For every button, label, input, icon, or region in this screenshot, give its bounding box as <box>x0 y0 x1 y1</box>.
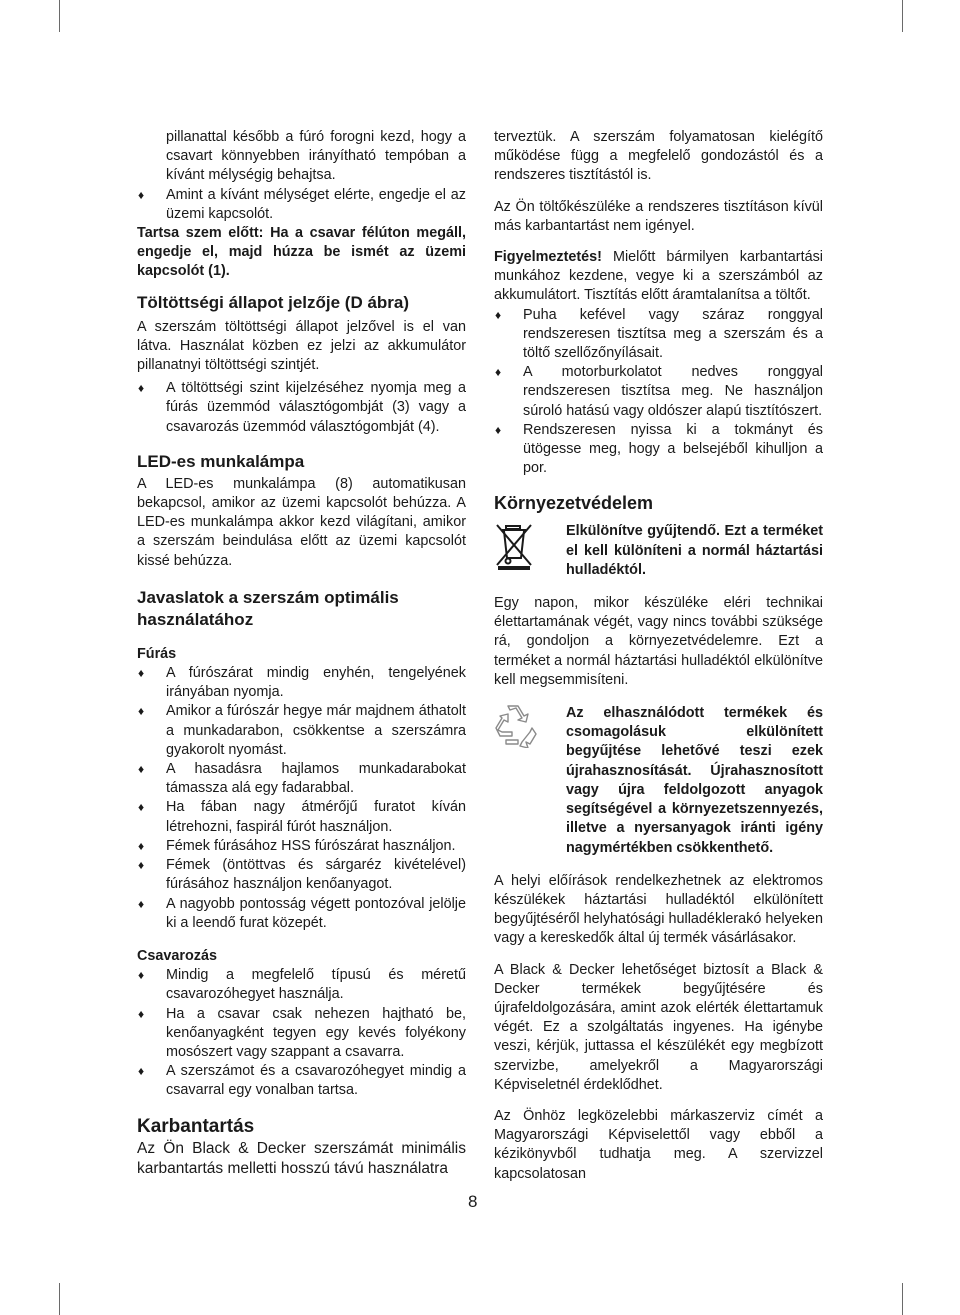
recycle-text: Az elhasználódott termékek és csomagolásuk elkülönített begyűjtése lehetővé teszi ezek újrahasznosítását. Újrahasznosított vagy újra feldolgozott anyagok segítségével a környezetszennyezés, illetve a nyersanyagok iránti igény nagymértékben csökkenthető. <box>566 705 823 856</box>
intro-continuation: pillanattal később a fúró forogni kezd, hogy a csavart könnyebben irányítható tempóban a kívánt mélységig behajtsa. <box>166 129 466 184</box>
crop-mark-bottom-right <box>902 1283 903 1315</box>
environment-heading: Környezetvédelem <box>494 493 654 514</box>
diamond-bullet-icon: ♦ <box>138 858 145 873</box>
list-item <box>137 1005 466 1063</box>
bullet-text: Mindig a megfelelő típusú és méretű csavarozóhegyet használja. <box>166 967 466 1003</box>
crop-mark-top-right <box>902 0 903 32</box>
diamond-bullet-icon: ♦ <box>495 307 502 322</box>
bullet-text: Rendszeresen nyissa ki a tokmányt és ütögesse meg, hogy a belsejéből kihulljon a por. <box>523 421 823 477</box>
bullet-text: Puha kefével vagy száraz ronggyal rendszeresen tisztítsa meg a szerszám és a töltő szellőzőnyílásait. <box>523 306 823 362</box>
cleaning-list <box>494 306 823 479</box>
service-text: Az Önhöz legközelebbi márkaszerviz címét a Magyarországi Képviselettől vagy ebből a kézikönyvből tudhatja meg. A szervizzel kapcsolatosan <box>494 1107 823 1182</box>
led-heading: LED-es munkalámpa <box>137 451 305 471</box>
led-text: A LED-es munkalámpa (8) automatikusan bekapcsol, amikor az üzemi kapcsolót behúzza. A LED-es munkalámpa akkor kezd világítani, amikor a szerszám beindulása előtt az üzemi kapcsolót kissé behúzza. <box>137 475 466 569</box>
list-item <box>137 895 466 933</box>
list-item <box>137 798 466 836</box>
maintenance-text: Az Ön Black & Decker szerszámát minimális karbantartás melletti hosszú távú használatra <box>137 1139 466 1177</box>
weee-block <box>494 522 823 580</box>
list-item <box>137 702 466 760</box>
diamond-bullet-icon: ♦ <box>138 1064 145 1079</box>
bullet-text: Fémek (öntöttvas és sárgaréz kivételével) fúrásához használjon kenőanyagot. <box>166 857 466 893</box>
diamond-bullet-icon: ♦ <box>138 187 145 202</box>
bullet-text: A töltöttségi szint kijelzéséhez nyomja meg a fúrás üzemmód választógombját (3) vagy a csavarozás üzemmód választógombját (4). <box>166 380 466 435</box>
bullet-text: A szerszámot és a csavarozóhegyet mindig a csavarral egy vonalban tartsa. <box>166 1063 466 1099</box>
screwing-heading: Csavarozás <box>137 947 217 964</box>
bullet-text: Ha a csavar csak nehezen hajtható be, kenőanyagként tegyen egy kevés folyékony mosószert vagy szappant a csavarra. <box>166 1005 466 1060</box>
list-item <box>137 966 466 1004</box>
bullet-text: Ha fában nagy átmérőjű furatot kíván létrehozni, faspirál fúrót használjon. <box>166 799 466 835</box>
drilling-list <box>137 664 466 933</box>
tip-text: Tartsa szem előtt: Ha a csavar félúton megáll, engedje el, majd húzza be ismét az üzemi kapcsolót (1). <box>137 225 466 280</box>
list-item <box>137 837 466 856</box>
diamond-bullet-icon: ♦ <box>138 968 145 983</box>
diamond-bullet-icon: ♦ <box>138 896 145 911</box>
right-column <box>494 128 823 1184</box>
bullet-text: A motorburkolatot nedves ronggyal rendszeresen tisztítsa meg. Ne használjon súroló hatású vagy oldószer alapú tisztítószert. <box>523 364 823 419</box>
screwing-list <box>137 966 466 1100</box>
bullet-text: Amikor a fúrószár hegye már majdnem áthatolt a munkadarabon, csökkentse a szerszámra gyakorolt nyomást. <box>166 703 466 758</box>
drilling-heading: Fúrás <box>137 645 177 662</box>
diamond-bullet-icon: ♦ <box>495 422 502 437</box>
maintenance-continuation: terveztük. A szerszám folyamatosan kielégítő működése függ a megfelelő gondozástól és a rendszeres tisztítástól is. <box>494 129 823 184</box>
list-item <box>494 306 823 364</box>
bd-collection-text: A Black & Decker lehetőséget biztosít a Black & Decker termékek begyűjtésére és újrafeldolgozására, amint azok elérték élettartamuk végét. Ez a szolgáltatás ingyenes. Ha igénybe veszi, kérjük, juttassa el készülékét egy megbízott szervizbe, amelyekről a Magyarországi Képviseletnél érdeklődhet. <box>494 961 823 1093</box>
bullet-text: A hasadásra hajlamos munkadarabokat támassza alá egy fadarabbal. <box>166 761 466 797</box>
charge-heading: Töltöttségi állapot jelzője (D ábra) <box>137 292 410 312</box>
diamond-bullet-icon: ♦ <box>138 381 145 396</box>
dispose-text: Egy napon, mikor készüléke eléri technikai élettartamának végét, vagy nincs további szüksége rá, gondoljon a környezetvédelemre. Ezt a terméket a normál háztartási hulladéktól elkülönítve kell megsemmisíteni. <box>494 595 823 688</box>
diamond-bullet-icon: ♦ <box>138 666 145 681</box>
maintenance-heading: Karbantartás <box>137 1115 255 1137</box>
crossed-bin-icon <box>494 522 566 580</box>
warning-paragraph <box>494 248 823 306</box>
crop-mark-bottom-left <box>59 1283 60 1315</box>
diamond-bullet-icon: ♦ <box>138 762 145 777</box>
list-item <box>137 760 466 798</box>
diamond-bullet-icon: ♦ <box>138 838 145 853</box>
left-column <box>137 128 466 1179</box>
list-item <box>137 1062 466 1100</box>
bullet-text: Fémek fúrásához HSS fúrószárat használjon. <box>166 837 456 854</box>
bullet-text: A fúrószárat mindig enyhén, tengelyének irányában nyomja. <box>166 665 466 701</box>
list-item <box>137 664 466 702</box>
list-item <box>137 856 466 894</box>
tips-heading: Javaslatok a szerszám optimális használatához <box>137 587 399 629</box>
diamond-bullet-icon: ♦ <box>138 704 145 719</box>
recycle-icon <box>494 704 566 858</box>
bullet-text: A nagyobb pontosság végett pontozóval jelölje ki a leendő furat közepét. <box>166 895 466 931</box>
warning-text: Mielőtt bármilyen karbantartási munkához kezdene, vegye ki a szerszámból az akkumulátort. Tisztítás előtt áramtalanítsa a töltőt. <box>494 249 823 304</box>
bullet-item <box>137 186 466 224</box>
diamond-bullet-icon: ♦ <box>138 1006 145 1021</box>
charge-text: A szerszám töltöttségi állapot jelzővel is el van látva. Használat közben ez jelzi az akkumulátor pillanatnyi töltöttségi szintjét. <box>137 318 466 374</box>
diamond-bullet-icon: ♦ <box>495 365 502 380</box>
list-item <box>494 363 823 421</box>
weee-text: Elkülönítve gyűjtendő. Ezt a terméket el kell különíteni a normál háztartási hulladéktól. <box>566 523 823 578</box>
page-number: 8 <box>468 1192 478 1211</box>
charger-text: Az Ön töltőkészüléke a rendszeres tisztításon kívül más karbantartást nem igényel. <box>494 198 823 234</box>
bullet-text: Amint a kívánt mélységet elérte, engedje el az üzemi kapcsolót. <box>166 186 466 222</box>
list-item <box>494 421 823 479</box>
local-rules-text: A helyi előírások rendelkezhetnek az elektromos készülékek háztartási hulladéktól elkülönített begyűjtéséről helyhatósági hulladéklerakó helyeken vagy a kereskedők által új termék vásárlásakor. <box>494 872 823 947</box>
diamond-bullet-icon: ♦ <box>138 800 145 815</box>
warning-label: Figyelmeztetés! <box>494 249 602 266</box>
bullet-item <box>137 379 466 437</box>
crop-mark-top-left <box>59 0 60 32</box>
recycle-block <box>494 704 823 858</box>
